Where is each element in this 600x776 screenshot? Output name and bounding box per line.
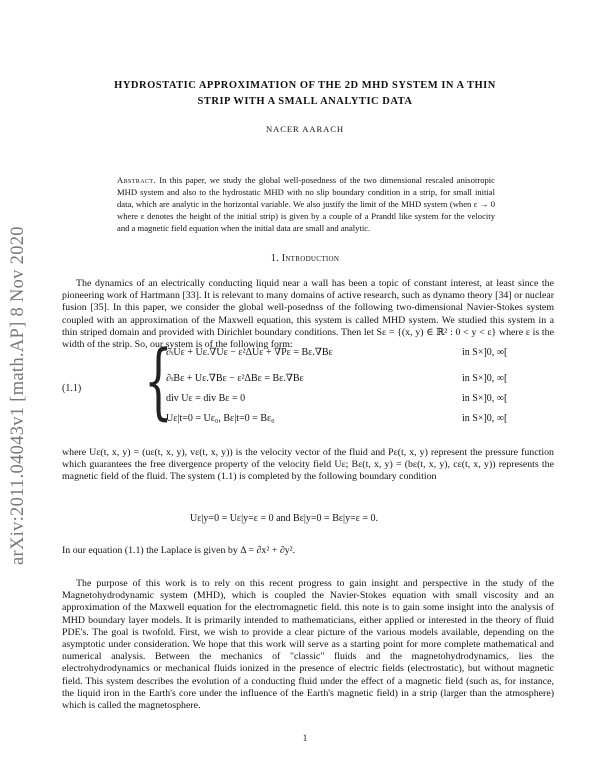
abstract (117, 175, 495, 235)
equation-system (62, 334, 554, 445)
equation-domain-2: in S×]0, ∞[ (462, 373, 508, 384)
arxiv-stamp: arXiv:2011.04043v1 [math.AP] 8 Nov 2020 (8, 226, 28, 565)
equation-number: (1.1) (62, 383, 82, 394)
equation-line-3: div Uε = div Bε = 0 (166, 393, 246, 404)
author-name: NACER AARACH (266, 124, 344, 134)
equation-domain-1: in S×]0, ∞[ (462, 347, 508, 358)
intro-paragraph-4 (62, 578, 554, 712)
title-line-2: STRIP WITH A SMALL ANALYTIC DATA (197, 96, 413, 107)
equation-line-4: Uε|t=0 = Uε₀, Bε|t=0 = Bε₀ (166, 413, 275, 424)
intro-paragraph-1-text: The dynamics of an electrically conducting liquid near a wall has been a topic of constant interest, at least since the pioneering work of Hartmann [33]. It is relevant to many domains of active research, such as dynamo theory [34] or nuclear fusion [35]. In this paper, we consider the global well-posednss of the following two-dimensional Navier-Stokes system coupled with an approximation of the Maxwell equation, this system is called MHD system. We studied this system in a thin striped domain and provided with Dirichlet boundary conditions. Then let Sε = {(x, y) ∈ ℝ² : 0 < y < ε} where ε is the width of the strip. So, our system is of the following form: (62, 278, 554, 351)
equation-domain-4: in S×]0, ∞[ (462, 413, 508, 424)
intro-paragraph-3: In our equation (1.1) the Laplace is given by Δ = ∂x² + ∂y². (62, 545, 296, 556)
intro-paragraph-1 (62, 278, 554, 351)
equation-domain-3: in S×]0, ∞[ (462, 393, 508, 404)
title-line-1: HYDROSTATIC APPROXIMATION OF THE 2D MHD SYSTEM IN A THIN (114, 80, 496, 91)
left-brace: { (144, 334, 173, 429)
section-heading: 1. Introduction (270, 253, 340, 264)
paper-title (50, 78, 560, 110)
page-number: 1 (302, 733, 308, 743)
abstract-label: Abstract. (117, 175, 156, 185)
equation-line-2: ∂ₜBε + Uε.∇Bε − ε²ΔBε = Bε.∇Bε (166, 373, 304, 384)
equation-line-1: ∂ₜUε + Uε.∇Uε − ε²ΔUε + ∇Pε = Bε.∇Bε (166, 347, 333, 358)
intro-paragraph-2: where Uε(t, x, y) = (uε(t, x, y), vε(t, x, y)) is the velocity vector of the fluid and Pε(t, x, y) represent the pressure function which guarantees the free divergence property of the velocity field Uε; Bε(t, x, y) = (bε(t, x, y), cε(t, x, y)) represents the magnetic field of the fluid. The system (1.1) is completed by the following boundary condition (62, 447, 554, 483)
abstract-text: In this paper, we study the global well-posedness of the two dimensional rescaled anisotropic MHD system and also to the hydrostatic MHD with no slip boundary condition in a strip, for small initial data, which are analytic in the horizontal variable. We also justify the limit of the MHD system (when ε → 0 where ε denotes the height of the initial strip) is given by a couple of a Prandtl like system for the velocity and a magnetic field equation when the initial data are small and analytic. (117, 175, 495, 233)
intro-paragraph-4-text: The purpose of this work is to rely on this recent progress to gain insight and perspective in the study of the Magnetohydrodynamic system (MHD), which is coupled the Navier-Stokes equation with small viscosity and an approximation of the Maxwell equation for the electromagnetic field. this note is to gain some insight into the analysis of MHD boundary layer models. It is primarily intended to mathematicians, either applied or interested in the theory of fluid PDE's. The goal is twofold. First, we wish to provide a clear picture of the various models available, depending on the asymptotic under consideration. We hope that this work will serve as a starting point for more complete mathematical and numerical analysis. Between the mechanics of "classic" fluids and the magnetohydrodynamics, lies the electrohydrodynamics or mechanical fluids ionized in the presence of electric fields (electrostatic), but without magnetic field. This system describes the evolution of a conducting fluid under the effect of a magnetic field (such as, for instance, the liquid iron in the Earth's core under the influence of the Earth's magnetic field) in a strip (larger than the atmosphere) which is called the magnetosphere. (62, 578, 554, 712)
boundary-condition-equation: Uε|y=0 = Uε|y=ε = 0 and Bε|y=0 = Bε|y=ε = 0. (190, 513, 379, 524)
